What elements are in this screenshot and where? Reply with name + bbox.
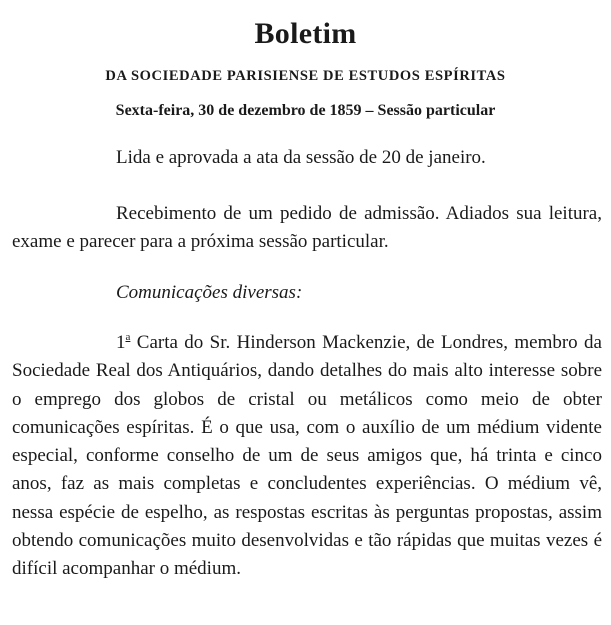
document-title: Boletim	[254, 17, 357, 50]
item-text: Carta do Sr. Hinderson Mackenzie, de Londres, membro da Sociedade Real dos Antiquários, dando detalhes do mais alto interesse sobre o emprego dos globos de cristal ou metálicos como meio de obter comunicações espíritas. É o que usa, com o auxílio de um médium vidente especial, conforme conselho de um de seus amigos que, há trinta e cinco anos, faz as mais completas e concludentes experiências. O médium vê, nessa espécie de espelho, as respostas escritas às perguntas propostas, assim obtendo comunicações muito desenvolvidas e tão rápidas que muitas vezes é difícil acompanhar o médium.	[12, 332, 602, 580]
section-heading-communications: Comunicações diversas:	[116, 282, 303, 303]
session-date-line: Sexta-feira, 30 de dezembro de 1859 – Sessão particular	[115, 102, 496, 119]
document-subtitle: DA SOCIEDADE PARISIENSE DE ESTUDOS ESPÍRITAS	[105, 68, 506, 84]
paragraph-minutes-approval: Lida e aprovada a ata da sessão de 20 de janeiro.	[116, 147, 486, 168]
item-number: 1	[116, 332, 126, 353]
paragraph-admission-request: Recebimento de um pedido de admissão. Adiados sua leitura, exame e parecer para a próxima sessão particular.	[12, 203, 602, 253]
item-ordinal-indicator: a	[125, 331, 131, 343]
paragraph-letter-mackenzie	[12, 329, 602, 584]
